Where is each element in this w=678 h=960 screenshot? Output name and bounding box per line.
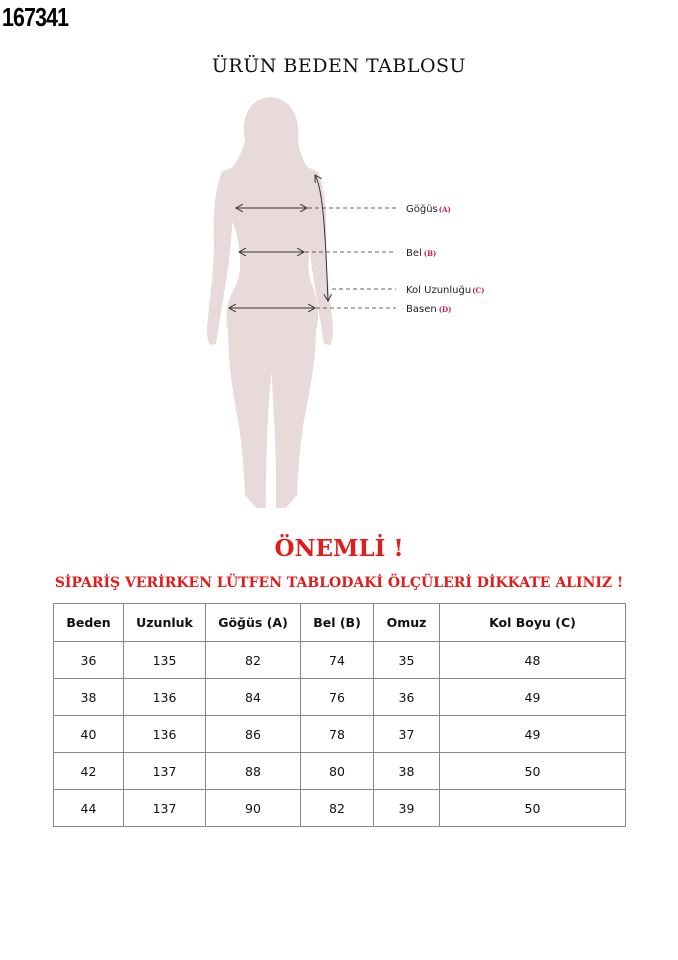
header-cell: Göğüs (A) <box>206 604 301 642</box>
table-cell: 50 <box>440 753 626 790</box>
table-header-row <box>54 604 626 642</box>
table-cell: 137 <box>124 753 206 790</box>
table-cell: 76 <box>301 679 374 716</box>
header-cell: Uzunluk <box>124 604 206 642</box>
table-cell: 49 <box>440 679 626 716</box>
table-cell: 137 <box>124 790 206 827</box>
table-row <box>54 753 626 790</box>
table-cell: 136 <box>124 679 206 716</box>
table-cell: 82 <box>206 642 301 679</box>
table-cell: 49 <box>440 716 626 753</box>
table-cell: 78 <box>301 716 374 753</box>
waist-label: Bel (B) <box>406 248 437 259</box>
table-cell: 136 <box>124 716 206 753</box>
table-cell: 82 <box>301 790 374 827</box>
chest-label: Göğüs(A) <box>406 204 451 215</box>
table-cell: 135 <box>124 642 206 679</box>
sleeve-label: Kol Uzunluğu(C) <box>406 285 485 296</box>
size-table <box>53 603 626 827</box>
order-notice: SİPARİŞ VERİRKEN LÜTFEN TABLODAKİ ÖLÇÜLERİ DİKKATE ALINIZ ! <box>54 575 624 591</box>
table-cell: 38 <box>54 679 124 716</box>
table-cell: 74 <box>301 642 374 679</box>
table-cell: 35 <box>374 642 440 679</box>
chart-title: ÜRÜN BEDEN TABLOSU <box>211 55 467 77</box>
table-cell: 42 <box>54 753 124 790</box>
header-cell: Kol Boyu (C) <box>440 604 626 642</box>
product-code: 167341 <box>2 2 69 32</box>
silhouette-legs <box>228 330 316 508</box>
important-heading: ÖNEMLİ ! <box>274 535 404 562</box>
table-cell: 86 <box>206 716 301 753</box>
table-cell: 84 <box>206 679 301 716</box>
table-cell: 50 <box>440 790 626 827</box>
header-cell: Beden <box>54 604 124 642</box>
table-cell: 80 <box>301 753 374 790</box>
table-cell: 44 <box>54 790 124 827</box>
header-cell: Bel (B) <box>301 604 374 642</box>
hip-label: Basen (D) <box>406 304 452 315</box>
table-cell: 40 <box>54 716 124 753</box>
header-cell: Omuz <box>374 604 440 642</box>
table-cell: 88 <box>206 753 301 790</box>
table-cell: 38 <box>374 753 440 790</box>
table-cell: 48 <box>440 642 626 679</box>
table-row <box>54 679 626 716</box>
table-row <box>54 790 626 827</box>
table-cell: 39 <box>374 790 440 827</box>
table-cell: 36 <box>54 642 124 679</box>
table-row <box>54 642 626 679</box>
table-cell: 36 <box>374 679 440 716</box>
table-cell: 90 <box>206 790 301 827</box>
silhouette-torso <box>222 162 320 330</box>
woman-silhouette <box>207 97 333 508</box>
table-cell: 37 <box>374 716 440 753</box>
table-row <box>54 716 626 753</box>
